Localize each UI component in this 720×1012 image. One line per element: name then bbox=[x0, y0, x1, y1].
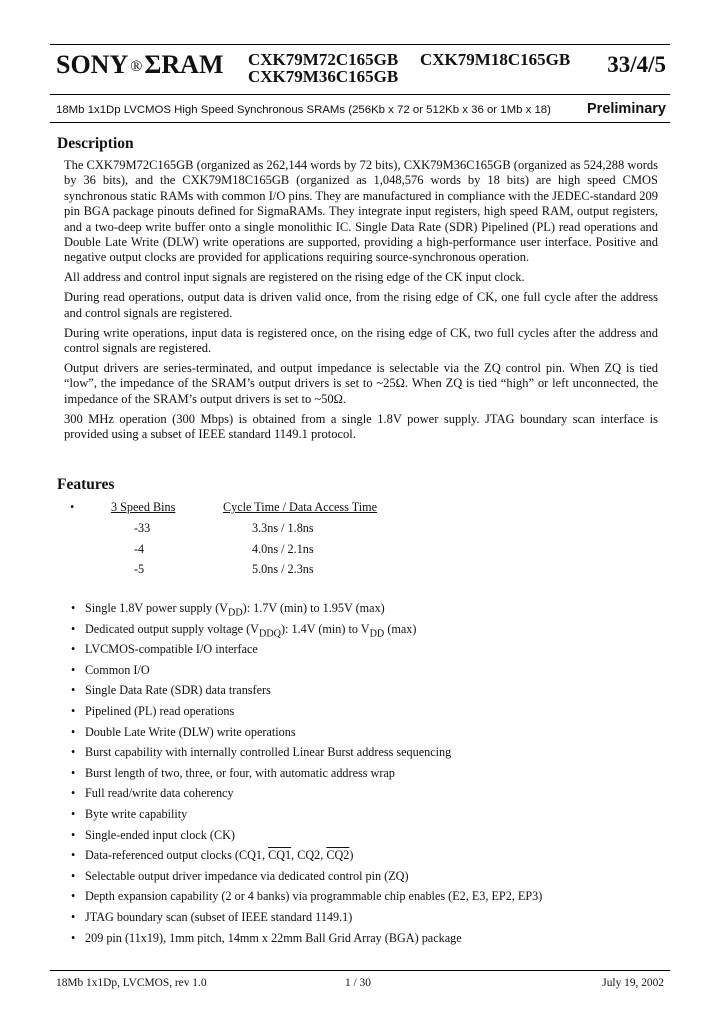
bullet: • bbox=[71, 827, 76, 842]
feature-item bbox=[64, 910, 664, 931]
feature-text: Burst capability with internally controlled Linear Burst address sequencing bbox=[85, 745, 452, 760]
speed-timing: 4.0ns / 2.1ns bbox=[252, 541, 314, 556]
feature-subscript: DD bbox=[369, 628, 385, 640]
part-number-3: CXK79M36C165GB bbox=[248, 67, 399, 86]
speed-timing: 3.3ns / 1.8ns bbox=[252, 520, 314, 535]
speed-table-header bbox=[64, 500, 664, 521]
feature-text: Selectable output driver impedance via dedicated control pin (ZQ) bbox=[85, 868, 409, 883]
feature-subscript: DDQ bbox=[258, 628, 281, 640]
description-body bbox=[64, 158, 658, 447]
footer-rule bbox=[50, 970, 670, 971]
feature-item bbox=[64, 642, 664, 663]
feature-text: Full read/write data coherency bbox=[85, 786, 234, 801]
footer-revision: 18Mb 1x1Dp, LVCMOS, rev 1.0 bbox=[56, 977, 207, 989]
bullet: • bbox=[71, 601, 76, 615]
status-label: Preliminary bbox=[587, 101, 666, 117]
feature-text: Dedicated output supply voltage (V bbox=[85, 621, 259, 636]
feature-item bbox=[64, 622, 664, 643]
speed-bin: -33 bbox=[134, 520, 151, 535]
speed-bin-table bbox=[64, 500, 664, 583]
feature-text: ): 1.4V (min) to V bbox=[281, 621, 370, 636]
page-code: 33/4/5 bbox=[607, 52, 666, 77]
bullet: • bbox=[71, 703, 76, 718]
feature-text: Data-referenced output clocks (CQ1, bbox=[85, 848, 269, 863]
description-paragraph: During write operations, input data is registered once, on the rising edge of CK, two full cycles after the address and control signals are registered. bbox=[64, 325, 658, 355]
registered-mark: ® bbox=[130, 58, 143, 75]
feature-text: ) bbox=[349, 848, 354, 863]
feature-text: Pipelined (PL) read operations bbox=[85, 703, 235, 718]
bullet: • bbox=[71, 889, 76, 904]
feature-item bbox=[64, 601, 664, 622]
feature-text: Depth expansion capability (2 or 4 banks) via programmable chip enables (E2, E3, EP2, EP3) bbox=[85, 889, 543, 904]
part-number-2: CXK79M18C165GB bbox=[420, 50, 571, 69]
feature-text: Single 1.8V power supply (V bbox=[85, 601, 228, 615]
feature-item bbox=[64, 848, 664, 869]
speed-timing: 5.0ns / 2.3ns bbox=[252, 562, 314, 577]
feature-text: 209 pin (11x19), 1mm pitch, 14mm x 22mm Ball Grid Array (BGA) package bbox=[85, 930, 462, 945]
feature-item bbox=[64, 683, 664, 704]
feature-item bbox=[64, 869, 664, 890]
description-heading: Description bbox=[57, 135, 134, 152]
feature-text: JTAG boundary scan (subset of IEEE standard 1149.1) bbox=[85, 909, 353, 924]
feature-item bbox=[64, 889, 664, 910]
feature-item bbox=[64, 663, 664, 684]
speed-table-row bbox=[64, 521, 664, 542]
bullet: • bbox=[71, 642, 76, 657]
feature-subscript: DD bbox=[227, 607, 243, 619]
footer-date: July 19, 2002 bbox=[602, 977, 664, 989]
feature-text: Burst length of two, three, or four, with automatic address wrap bbox=[85, 765, 395, 780]
brand-logo bbox=[56, 50, 224, 80]
feature-text: Common I/O bbox=[85, 662, 150, 677]
speed-bin: -4 bbox=[134, 541, 145, 556]
bullet: • bbox=[71, 662, 76, 677]
description-paragraph: The CXK79M72C165GB (organized as 262,144 words by 72 bits), CXK79M36C165GB (organized as 524,288 words by 36 bits), and the CXK79M18C165GB (organized as 1,048,576 words by 18 bits) are high speed CMOS synchronous static RAMs with common I/O pins. They are manufactured in compliance with the JEDEC-standard 209 pin BGA package pinouts defined for SigmaRAMs. They integrate input registers, high speed RAM, output registers, and a two-deep write buffer onto a single monolithic IC. Single Data Rate (SDR) Pipelined (PL) read operations and Double Late Write (DLW) write operations are supported, providing a high-performance user interface. Positive and negative output clocks are provided for applications requiring source-synchronous operation. bbox=[64, 158, 658, 265]
feature-overlined-text: CQ1 bbox=[268, 848, 292, 863]
description-paragraph: 300 MHz operation (300 Mbps) is obtained from a single 1.8V power supply. JTAG boundary scan interface is provided using a subset of IEEE standard 1149.1 protocol. bbox=[64, 411, 658, 441]
document-subtitle: 18Mb 1x1Dp LVCMOS High Speed Synchronous SRAMs (256Kb x 72 or 512Kb x 36 or 1Mb x 18) bbox=[56, 104, 551, 116]
feature-item bbox=[64, 786, 664, 807]
speed-table-row bbox=[64, 542, 664, 563]
bullet: • bbox=[71, 683, 76, 698]
feature-list bbox=[64, 601, 664, 951]
feature-item bbox=[64, 828, 664, 849]
timing-header: Cycle Time / Data Access Time bbox=[223, 500, 378, 514]
features-heading: Features bbox=[57, 476, 115, 493]
product-line: ΣRAM bbox=[144, 50, 224, 79]
feature-text: LVCMOS-compatible I/O interface bbox=[85, 642, 258, 657]
feature-item bbox=[64, 766, 664, 787]
feature-overlined-text: CQ2 bbox=[326, 848, 350, 863]
header-top-rule bbox=[50, 44, 670, 45]
feature-text: , CQ2, bbox=[291, 848, 327, 863]
description-paragraph: Output drivers are series-terminated, and output impedance is selectable via the ZQ control pin. When ZQ is tied “low”, the impedance of the SRAM’s output drivers is set to ~25Ω. When ZQ is tied “high” or left unconnected, the impedance of the SRAM’s output drivers is set to ~50Ω. bbox=[64, 360, 658, 406]
brand-name: SONY bbox=[56, 50, 129, 79]
description-paragraph: All address and control input signals are registered on the rising edge of the CK input clock. bbox=[64, 270, 525, 285]
feature-item bbox=[64, 807, 664, 828]
bullet: • bbox=[71, 745, 76, 760]
bullet: • bbox=[71, 848, 76, 863]
header-bottom-rule bbox=[50, 94, 670, 95]
bullet: • bbox=[71, 786, 76, 801]
speed-bins-header: 3 Speed Bins bbox=[111, 500, 176, 514]
bullet: • bbox=[70, 500, 75, 514]
speed-table-row bbox=[64, 562, 664, 583]
feature-text: ): 1.7V (min) to 1.95V (max) bbox=[242, 601, 385, 615]
feature-text: Single Data Rate (SDR) data transfers bbox=[85, 683, 271, 698]
bullet: • bbox=[71, 621, 76, 636]
subtitle-rule bbox=[50, 122, 670, 123]
feature-text: Byte write capability bbox=[85, 806, 188, 821]
bullet: • bbox=[71, 806, 76, 821]
feature-text: Single-ended input clock (CK) bbox=[85, 827, 235, 842]
feature-item bbox=[64, 931, 664, 952]
speed-bin: -5 bbox=[134, 562, 145, 577]
feature-text: (max) bbox=[384, 621, 417, 636]
description-paragraph: During read operations, output data is driven valid once, from the rising edge of CK, one full cycle after the address and control signals are registered. bbox=[64, 290, 658, 320]
feature-text: Double Late Write (DLW) write operations bbox=[85, 724, 296, 739]
feature-item bbox=[64, 725, 664, 746]
part-number-1: CXK79M72C165GB bbox=[248, 50, 399, 69]
bullet: • bbox=[71, 765, 76, 780]
bullet: • bbox=[71, 868, 76, 883]
bullet: • bbox=[71, 909, 76, 924]
bullet: • bbox=[71, 930, 76, 945]
feature-item bbox=[64, 745, 664, 766]
bullet: • bbox=[71, 724, 76, 739]
feature-item bbox=[64, 704, 664, 725]
footer-page-number: 1 / 30 bbox=[345, 977, 371, 989]
